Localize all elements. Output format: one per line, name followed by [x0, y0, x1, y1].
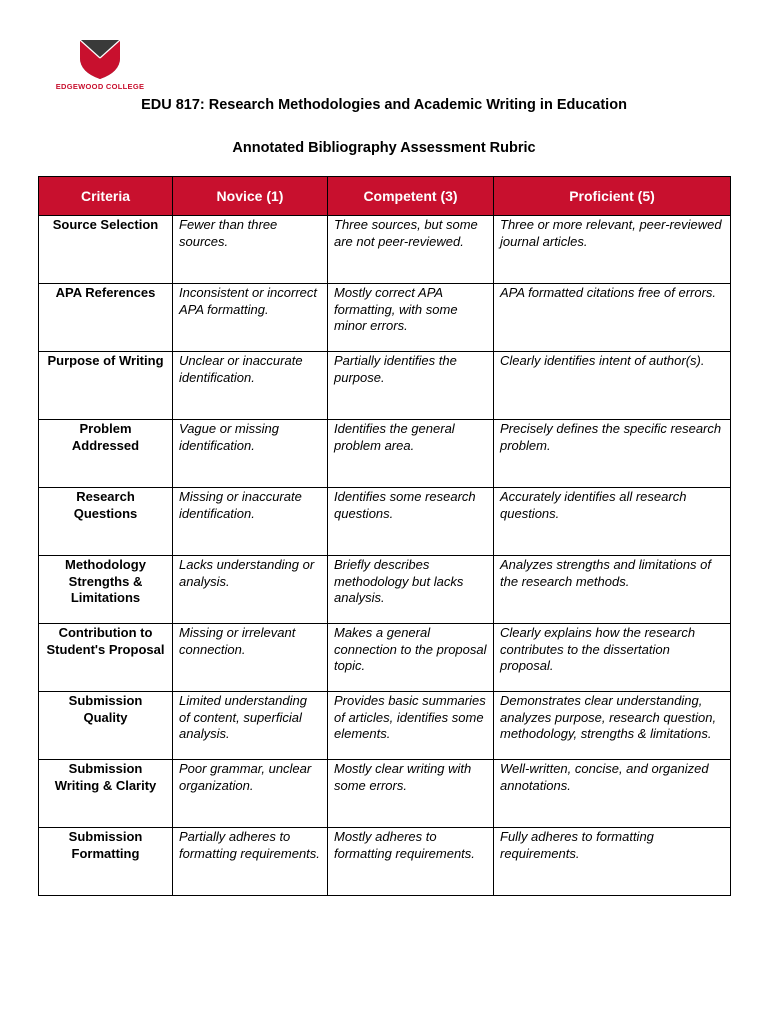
- table-row: [39, 556, 731, 624]
- rubric-table: [38, 176, 731, 896]
- proficient-cell: Well-written, concise, and organized annotations.: [494, 760, 731, 828]
- competent-cell: Provides basic summaries of articles, identifies some elements.: [328, 692, 494, 760]
- criteria-cell: Source Selection: [39, 216, 173, 284]
- table-row: [39, 760, 731, 828]
- novice-cell: Unclear or inaccurate identification.: [173, 352, 328, 420]
- competent-cell: Identifies the general problem area.: [328, 420, 494, 488]
- novice-cell: Missing or inaccurate identification.: [173, 488, 328, 556]
- criteria-cell: APA References: [39, 284, 173, 352]
- competent-cell: Mostly adheres to formatting requirements.: [328, 828, 494, 896]
- competent-cell: Mostly correct APA formatting, with some minor errors.: [328, 284, 494, 352]
- header-row: [39, 177, 731, 216]
- course-title: EDU 817: Research Methodologies and Academic Writing in Education: [141, 97, 627, 113]
- novice-cell: Limited understanding of content, superficial analysis.: [173, 692, 328, 760]
- criteria-cell: Research Questions: [39, 488, 173, 556]
- competent-cell: Three sources, but some are not peer-reviewed.: [328, 216, 494, 284]
- criteria-cell: Submission Formatting: [39, 828, 173, 896]
- proficient-cell: Three or more relevant, peer-reviewed journal articles.: [494, 216, 731, 284]
- competent-cell: Briefly describes methodology but lacks analysis.: [328, 556, 494, 624]
- novice-cell: Poor grammar, unclear organization.: [173, 760, 328, 828]
- criteria-cell: Submission Quality: [39, 692, 173, 760]
- criteria-cell: Contribution to Student's Proposal: [39, 624, 173, 692]
- document-title: Annotated Bibliography Assessment Rubric: [232, 140, 536, 156]
- novice-cell: Inconsistent or incorrect APA formatting.: [173, 284, 328, 352]
- column-header-proficient: Proficient (5): [494, 177, 731, 216]
- novice-cell: Partially adheres to formatting requirements.: [173, 828, 328, 896]
- competent-cell: Mostly clear writing with some errors.: [328, 760, 494, 828]
- proficient-cell: Accurately identifies all research questions.: [494, 488, 731, 556]
- table-row: [39, 692, 731, 760]
- novice-cell: Missing or irrelevant connection.: [173, 624, 328, 692]
- novice-cell: Vague or missing identification.: [173, 420, 328, 488]
- shield-icon: [78, 38, 122, 80]
- proficient-cell: APA formatted citations free of errors.: [494, 284, 731, 352]
- proficient-cell: Precisely defines the specific research problem.: [494, 420, 731, 488]
- proficient-cell: Clearly explains how the research contributes to the dissertation proposal.: [494, 624, 731, 692]
- table-row: [39, 624, 731, 692]
- proficient-cell: Clearly identifies intent of author(s).: [494, 352, 731, 420]
- novice-cell: Lacks understanding or analysis.: [173, 556, 328, 624]
- proficient-cell: Analyzes strengths and limitations of the research methods.: [494, 556, 731, 624]
- criteria-cell: Methodology Strengths & Limitations: [39, 556, 173, 624]
- competent-cell: Identifies some research questions.: [328, 488, 494, 556]
- proficient-cell: Fully adheres to formatting requirements.: [494, 828, 731, 896]
- column-header-criteria: Criteria: [39, 177, 173, 216]
- competent-cell: Makes a general connection to the proposal topic.: [328, 624, 494, 692]
- table-row: [39, 216, 731, 284]
- college-logo: [50, 38, 150, 94]
- table-row: [39, 352, 731, 420]
- table-row: [39, 284, 731, 352]
- proficient-cell: Demonstrates clear understanding, analyzes purpose, research question, methodology, strengths & limitations.: [494, 692, 731, 760]
- criteria-cell: Submission Writing & Clarity: [39, 760, 173, 828]
- criteria-cell: Purpose of Writing: [39, 352, 173, 420]
- table-row: [39, 488, 731, 556]
- column-header-novice: Novice (1): [173, 177, 328, 216]
- competent-cell: Partially identifies the purpose.: [328, 352, 494, 420]
- criteria-cell: Problem Addressed: [39, 420, 173, 488]
- novice-cell: Fewer than three sources.: [173, 216, 328, 284]
- table-row: [39, 828, 731, 896]
- column-header-competent: Competent (3): [328, 177, 494, 216]
- logo-text: EDGEWOOD COLLEGE: [55, 82, 145, 91]
- table-row: [39, 420, 731, 488]
